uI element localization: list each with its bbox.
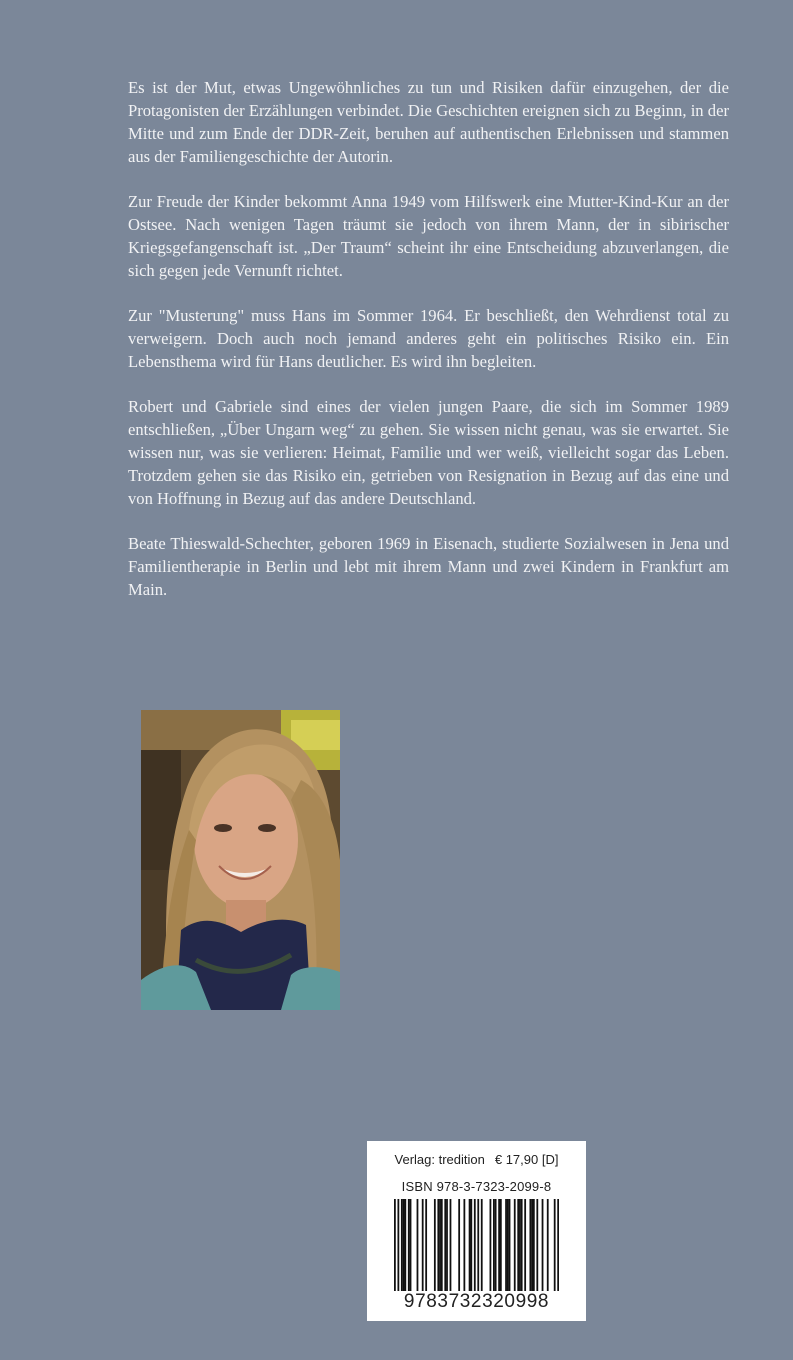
barcode-bar bbox=[458, 1199, 460, 1291]
barcode-label bbox=[367, 1141, 586, 1321]
barcode-bar bbox=[536, 1199, 538, 1291]
barcode-bar bbox=[519, 1199, 521, 1291]
barcode-bar bbox=[446, 1199, 448, 1291]
publisher-price-line bbox=[367, 1152, 586, 1167]
blurb-paragraph-4: Robert und Gabriele sind eines der vielen jungen Paare, die sich im Sommer 1989 entschließen, „Über Ungarn weg“ zu gehen. Sie wissen nicht genau, was sie erwartet. Sie wissen nur, was sie verlieren: Heimat, Familie und wer weiß, vielleicht sogar das Leben. Trotzdem gehen sie das Risiko ein, getrieben von Resignation in Bezug auf das eine und von Hoffnung in Bezug auf das andere Deutschland. bbox=[128, 397, 729, 508]
barcode-bar bbox=[531, 1199, 533, 1291]
barcode-bar bbox=[521, 1199, 523, 1291]
barcode-bar bbox=[507, 1199, 509, 1291]
barcode-bar bbox=[493, 1199, 495, 1291]
barcode-bar bbox=[554, 1199, 556, 1291]
blurb-paragraph-1: Es ist der Mut, etwas Ungewöhnliches zu tun und Risiken dafür einzugehen, der die Protagonisten der Erzählungen verbindet. Die Geschichten ereignen sich zu Beginn, in der Mitte und zum Ende der DDR-Zeit, beruhen auf authentischen Erlebnissen und stammen aus der Familiengeschichte der Autorin. bbox=[128, 78, 729, 166]
barcode-bar bbox=[408, 1199, 410, 1291]
barcode-bar bbox=[524, 1199, 526, 1291]
barcode-bar bbox=[422, 1199, 424, 1291]
author-bio: Beate Thieswald-Schechter, geboren 1969 in Eisenach, studierte Sozialwesen in Jena und Familientherapie in Berlin und lebt mit ihrem Mann und zwei Kindern in Frankfurt am Main. bbox=[128, 534, 729, 599]
barcode-digits: 9783732320998 bbox=[403, 1291, 550, 1312]
barcode-bar bbox=[434, 1199, 436, 1291]
barcode-bar bbox=[403, 1199, 405, 1291]
barcode-bar bbox=[542, 1199, 544, 1291]
barcode-bar bbox=[444, 1199, 446, 1291]
blurb-paragraph-2: Zur Freude der Kinder bekommt Anna 1949 vom Hilfswerk eine Mutter-Kind-Kur an der Ostsee. Nach wenigen Tagen träumt sie jedoch von ihrem Mann, der in sibirischer Kriegsgefangenschaft ist. „Der Traum“ scheint ihr eine Entscheidung abzuverlangen, die sich gegen jede Vernunft richtet. bbox=[128, 192, 729, 280]
barcode-bar bbox=[397, 1199, 399, 1291]
barcode-bar bbox=[509, 1199, 511, 1291]
barcode-bar bbox=[517, 1199, 519, 1291]
barcode-bar bbox=[410, 1199, 412, 1291]
blurb-text bbox=[128, 76, 729, 623]
barcode-bar bbox=[495, 1199, 497, 1291]
barcode-bar bbox=[450, 1199, 452, 1291]
barcode-bar bbox=[547, 1199, 549, 1291]
barcode-bar bbox=[533, 1199, 535, 1291]
barcode-bar bbox=[470, 1199, 472, 1291]
author-photo bbox=[141, 710, 340, 1010]
isbn: ISBN 978-3-7323-2099-8 bbox=[401, 1179, 552, 1194]
barcode-bar bbox=[401, 1199, 403, 1291]
barcode-bar bbox=[474, 1199, 476, 1291]
barcode-bar bbox=[437, 1199, 439, 1291]
barcode-bar bbox=[477, 1199, 479, 1291]
barcode-bar bbox=[463, 1199, 465, 1291]
barcode-bar bbox=[500, 1199, 502, 1291]
barcode-bar bbox=[490, 1199, 492, 1291]
barcode-bar bbox=[404, 1199, 406, 1291]
barcode-bar bbox=[529, 1199, 531, 1291]
price: € 17,90 [D] bbox=[494, 1152, 559, 1167]
barcode-bar bbox=[441, 1199, 443, 1291]
barcode-bar bbox=[557, 1199, 559, 1291]
barcode-bar bbox=[514, 1199, 516, 1291]
barcode-bar bbox=[498, 1199, 500, 1291]
barcode-bar bbox=[394, 1199, 396, 1291]
barcode-bar bbox=[439, 1199, 441, 1291]
publisher: Verlag: tredition bbox=[394, 1152, 485, 1167]
barcode-bar bbox=[505, 1199, 507, 1291]
barcode-bars bbox=[394, 1199, 559, 1291]
barcode-bar bbox=[481, 1199, 483, 1291]
barcode-bar bbox=[469, 1199, 471, 1291]
blurb-paragraph-3: Zur "Musterung" muss Hans im Sommer 1964. Er beschließt, den Wehrdienst total zu verweigern. Doch auch noch jemand anderes geht ein politisches Risiko ein. Ein Lebensthema wird für Hans deutlicher. Es wird ihn begleiten. bbox=[128, 306, 729, 371]
barcode-bar bbox=[425, 1199, 427, 1291]
barcode-bar bbox=[417, 1199, 419, 1291]
